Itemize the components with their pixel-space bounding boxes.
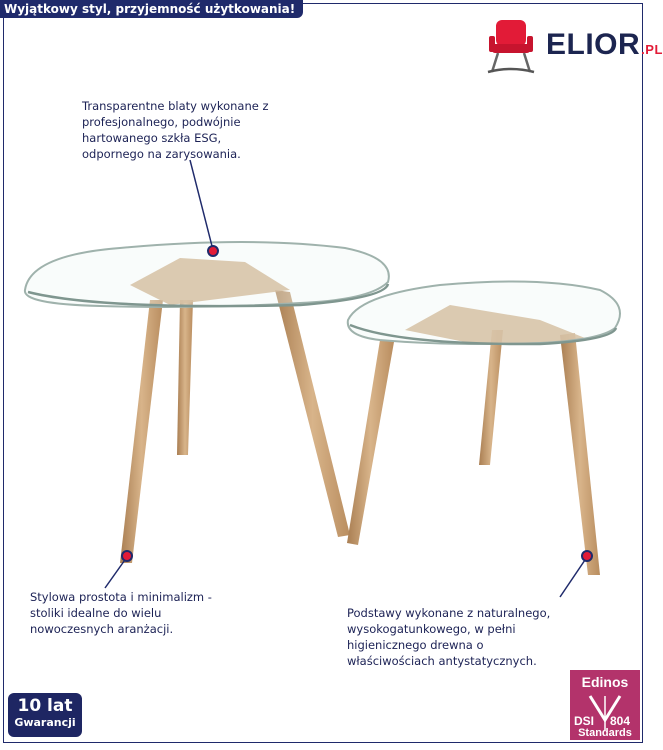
callout-line: nowoczesnych aranżacji. (30, 622, 174, 636)
warranty-badge (8, 693, 82, 737)
warranty-label: Gwarancji (14, 716, 76, 729)
page-title: Wyjątkowy styl, przyjemność użytkowania! (0, 0, 303, 18)
logo-tld: .PL (641, 42, 663, 57)
badge-footer: Standards (578, 727, 632, 739)
callout-line: właściwościach antystatycznych. (347, 654, 537, 668)
warranty-years: 10 lat (17, 696, 73, 716)
logo-brand: ELIOR (546, 28, 641, 61)
callout-line: odpornego na zarysowania. (82, 147, 241, 161)
style-marker-dot (122, 551, 132, 561)
callout-line: stoliki idealne do wielu (30, 606, 162, 620)
small-table-legs (347, 305, 600, 575)
edinos-certificate-badge (570, 670, 640, 740)
badge-left: DSI (574, 714, 595, 728)
glass-marker-dot (208, 246, 218, 256)
callout-line: wysokogatunkowego, w pełni (347, 622, 516, 636)
callout-line: higienicznego drewna o (347, 638, 484, 652)
callout-line: Transparentne blaty wykonane z (82, 99, 269, 113)
callout-glass (82, 98, 269, 162)
callout-line: hartowanego szkła ESG, (82, 131, 222, 145)
legs-marker-dot (582, 551, 592, 561)
badge-right: 804 (610, 714, 631, 728)
big-table-glass-top (25, 242, 389, 307)
callout-legs (347, 605, 550, 669)
callout-style (30, 589, 212, 637)
callout-line: Podstawy wykonane z naturalnego, (347, 606, 551, 620)
callout-line: Stylowa prostota i minimalizm - (30, 590, 212, 604)
badge-brand: Edinos (581, 674, 629, 690)
callout-line: profesjonalnego, podwójnie (82, 115, 241, 129)
